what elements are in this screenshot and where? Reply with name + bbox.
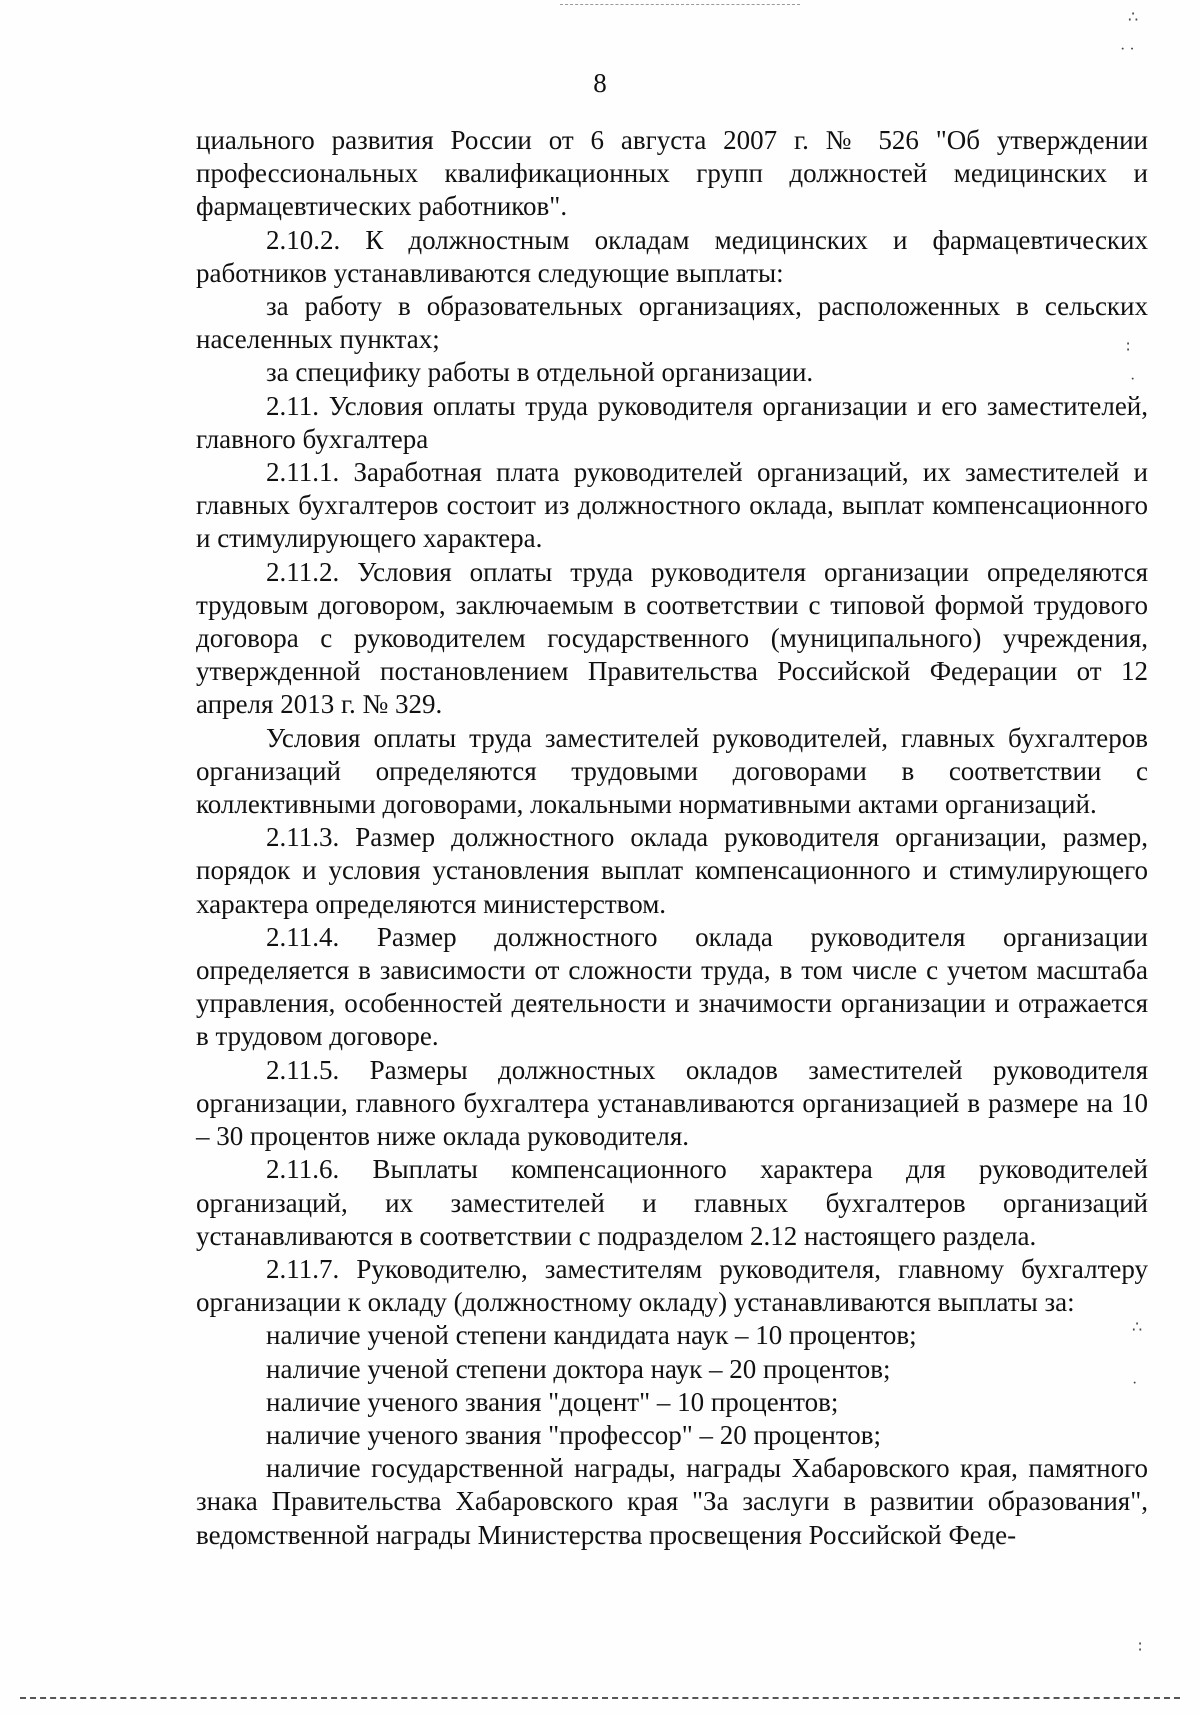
paragraph-2-11-5: 2.11.5. Размеры должностных окладов заместителей руководителя организации, главного бухгалтера устанавливаются организацией в размере на 10 – 30 процентов ниже оклада руководителя. (196, 1054, 1148, 1152)
list-item-state-award: наличие государственной награды, награды Хабаровского края, памятного знака Правительства Хабаровского края "За заслуги в развитии образования", ведомственной награды Министерства просвещения Российской Феде- (196, 1453, 1148, 1550)
paragraph-2-10-2: 2.10.2. К должностным окладам медицинских и фармацевтических работников устанавливаются следующие выплаты: (196, 224, 1148, 288)
scan-top-edge (560, 4, 800, 5)
list-item-work-specifics: за специфику работы в отдельной организации. (266, 357, 814, 388)
scan-speck: · (1132, 1375, 1138, 1392)
paragraph-deputy-conditions: Условия оплаты труда заместителей руководителей, главных бухгалтеров организаций определяются трудовыми договорами в соответствии с коллективными договорами, локальными нормативными актами организаций. (196, 722, 1148, 820)
scan-speck: · · (1120, 41, 1135, 58)
list-item-professor-title: наличие ученого звания "профессор" – 20 процентов; (266, 1419, 882, 1450)
paragraph-2-11-4: 2.11.4. Размер должностного оклада руководителя организации определяется в зависимости от сложности труда, в том числе с учетом масштаба управления, особенностей деятельности и значимости организации и отражается в трудовом договоре. (196, 921, 1148, 1052)
list-item-candidate-degree: наличие ученой степени кандидата наук – 10 процентов; (266, 1320, 917, 1351)
paragraph-continuation: циального развития России от 6 августа 2007 г. № 526 "Об утверждении профессиональных квалификационных групп должностей медицинских и фармацевтических работников". (196, 125, 1148, 222)
scan-speck: · (1130, 371, 1136, 388)
list-item-rural-work: за работу в образовательных организациях, расположенных в сельских населенных пунктах; (196, 291, 1148, 355)
paragraph-2-11-2: 2.11.2. Условия оплаты труда руководителя организации определяются трудовым договором, заключаемым в соответствии с типовой формой трудового договора с руководителем государственного (муниципального) учреждения, утвержденной постановлением Правительства Российской Федерации от 12 апреля 2013 г. № 329. (196, 556, 1148, 720)
scan-speck: ∶ (1138, 1639, 1143, 1656)
list-item-docent-title: наличие ученого звания "доцент" – 10 процентов; (266, 1386, 839, 1417)
section-heading-2-11: 2.11. Условия оплаты труда руководителя организации и его заместителей, главного бухгалтера (196, 390, 1148, 454)
scan-bottom-edge (20, 1697, 1180, 1699)
document-body (196, 124, 1148, 1552)
paragraph-2-11-3: 2.11.3. Размер должностного оклада руководителя организации, размер, порядок и условия установления выплат компенсационного и стимулирующего характера определяются министерством. (196, 822, 1148, 919)
paragraph-2-11-6: 2.11.6. Выплаты компенсационного характера для руководителей организаций, их заместителей и главных бухгалтеров организаций устанавливаются в соответствии с подразделом 2.12 настоящего раздела. (196, 1154, 1148, 1251)
page-number: 8 (593, 68, 607, 98)
paragraph-2-11-1: 2.11.1. Заработная плата руководителей организаций, их заместителей и главных бухгалтеров состоит из должностного оклада, выплат компенсационного и стимулирующего характера. (196, 457, 1148, 554)
paragraph-2-11-7: 2.11.7. Руководителю, заместителям руководителя, главному бухгалтеру организации к окладу (должностному окладу) устанавливаются выплаты за: (196, 1253, 1148, 1318)
scan-speck: ∴ (1128, 9, 1139, 26)
scan-speck: ∶ (1126, 339, 1131, 356)
list-item-doctor-degree: наличие ученой степени доктора наук – 20 процентов; (266, 1353, 891, 1384)
scan-speck: ∴ (1132, 1319, 1143, 1336)
